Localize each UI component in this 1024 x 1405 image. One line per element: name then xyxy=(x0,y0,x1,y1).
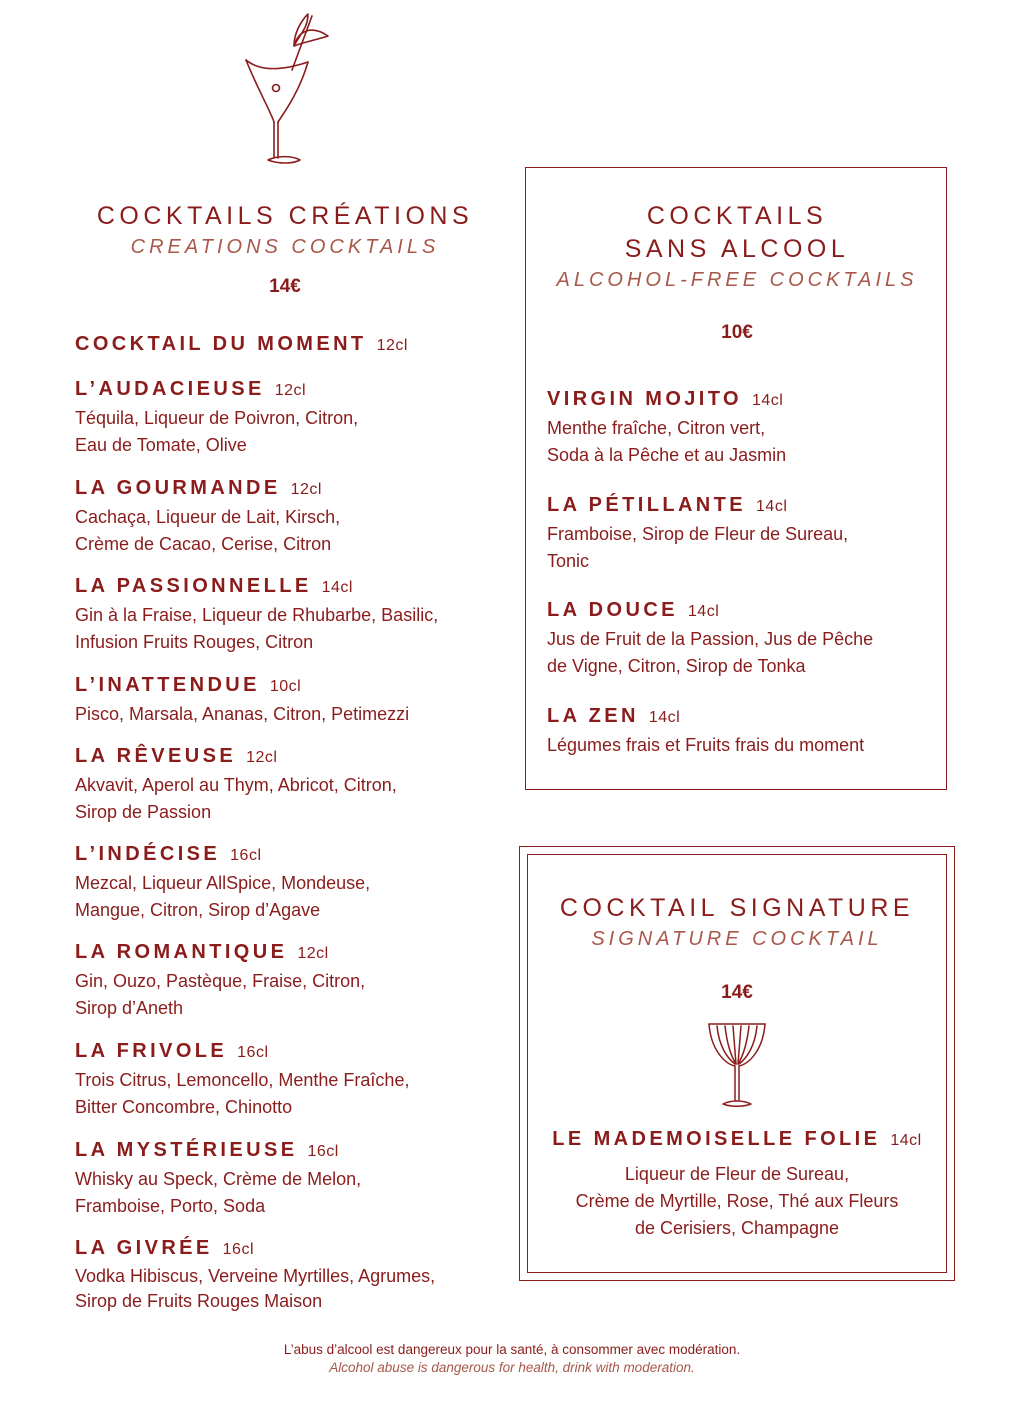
item-volume: 14cl xyxy=(321,579,353,596)
item-description: Vodka Hibiscus, Verveine Myrtilles, Agrumes, Sirop de Fruits Rouges Maison xyxy=(75,1266,436,1311)
coupe-glass-icon xyxy=(705,1020,769,1110)
creations-title: COCKTAILS CRÉATIONS xyxy=(96,202,474,230)
item-description: Pisco, Marsala, Ananas, Citron, Petimezzi xyxy=(75,704,410,724)
item-description: Framboise, Sirop de Fleur de Sureau, Tonic xyxy=(547,524,849,571)
item-volume: 12cl xyxy=(246,749,278,766)
item-name: LA DOUCE xyxy=(547,599,678,621)
item-name: L’AUDACIEUSE xyxy=(75,378,265,400)
signature-price: 14€ xyxy=(721,982,753,1003)
item-description: Légumes frais et Fruits frais du moment xyxy=(547,735,865,755)
item-name: COCKTAIL DU MOMENT xyxy=(75,333,367,355)
item-volume: 12cl xyxy=(297,945,329,962)
item-name: LA RÊVEUSE xyxy=(75,745,237,767)
item-name: LA ROMANTIQUE xyxy=(75,941,288,963)
menu-item xyxy=(75,939,515,1022)
menu-item xyxy=(547,703,937,759)
menu-item xyxy=(547,492,937,575)
menu-item xyxy=(75,331,515,359)
item-description: Akvavit, Aperol au Thym, Abricot, Citron, Sirop de Passion xyxy=(75,775,397,822)
item-name: LA GOURMANDE xyxy=(75,477,281,499)
creations-price: 14€ xyxy=(269,276,301,297)
item-description: Jus de Fruit de la Passion, Jus de Pêche de Vigne, Citron, Sirop de Tonka xyxy=(547,629,874,676)
menu-item xyxy=(75,1137,515,1220)
item-description: Téquila, Liqueur de Poivron, Citron, Eau de Tomate, Olive xyxy=(75,408,359,455)
item-name: LA FRIVOLE xyxy=(75,1040,228,1062)
item-volume: 12cl xyxy=(274,382,307,399)
item-description: Gin à la Fraise, Liqueur de Rhubarbe, Basilic, Infusion Fruits Rouges, Citron xyxy=(75,605,439,652)
menu-item xyxy=(75,672,515,728)
item-name: LA PÉTILLANTE xyxy=(547,494,747,516)
signature-item-name: LE MADEMOISELLE FOLIE 14cl xyxy=(552,1128,922,1150)
menu-item xyxy=(75,376,515,459)
item-volume: 14cl xyxy=(687,603,720,620)
menu-item xyxy=(75,475,515,558)
footer-warning-en: Alcohol abuse is dangerous for health, drink with moderation. xyxy=(329,1360,695,1375)
menu-item xyxy=(75,743,515,826)
item-volume: 14cl xyxy=(751,392,784,409)
menu-item xyxy=(547,386,937,469)
alcohol-free-title: COCKTAILS xyxy=(646,202,828,230)
item-description: Mezcal, Liqueur AllSpice, Mondeuse, Mangue, Citron, Sirop d’Agave xyxy=(75,873,371,920)
item-name: LA ZEN xyxy=(547,705,639,727)
item-name: VIRGIN MOJITO xyxy=(547,388,742,410)
item-name: LA PASSIONNELLE xyxy=(75,575,312,597)
item-volume: 14cl xyxy=(890,1132,922,1149)
item-name: LA GIVRÉE xyxy=(75,1237,213,1259)
menu-item xyxy=(547,597,937,680)
menu-item xyxy=(75,841,515,924)
item-volume: 16cl xyxy=(307,1143,339,1160)
alcohol-free-subtitle: ALCOHOL-FREE COCKTAILS xyxy=(556,269,918,291)
creations-subtitle: CREATIONS COCKTAILS xyxy=(130,236,440,258)
item-description: Menthe fraîche, Citron vert, Soda à la Pêche et au Jasmin xyxy=(547,418,787,465)
item-description: Trois Citrus, Lemoncello, Menthe Fraîche, Bitter Concombre, Chinotto xyxy=(75,1070,410,1117)
item-volume: 12cl xyxy=(290,481,322,498)
menu-item xyxy=(75,573,515,656)
item-volume: 16cl xyxy=(237,1044,269,1061)
item-description: Cachaça, Liqueur de Lait, Kirsch, Crème de Cacao, Cerise, Citron xyxy=(75,507,341,554)
item-volume: 14cl xyxy=(648,709,681,726)
item-description: Gin, Ouzo, Pastèque, Fraise, Citron, Sirop d’Aneth xyxy=(75,971,366,1018)
footer-warning-fr: L’abus d’alcool est dangereux pour la santé, à consommer avec modération. xyxy=(283,1342,741,1357)
item-volume: 12cl xyxy=(376,337,408,354)
item-description: Whisky au Speck, Crème de Melon, Framboise, Porto, Soda xyxy=(75,1169,362,1216)
item-name: LA MYSTÉRIEUSE xyxy=(75,1139,298,1161)
martini-glass-icon xyxy=(238,10,338,170)
item-volume: 16cl xyxy=(222,1241,255,1258)
item-volume: 14cl xyxy=(756,498,788,515)
alcohol-free-price: 10€ xyxy=(721,322,753,343)
item-name: L’INATTENDUE xyxy=(75,674,260,696)
item-volume: 10cl xyxy=(269,678,302,695)
menu-item xyxy=(75,1038,515,1121)
item-volume: 16cl xyxy=(230,847,262,864)
signature-subtitle: SIGNATURE COCKTAIL xyxy=(591,928,883,950)
signature-item-description: Liqueur de Fleur de Sureau, Crème de Myrtille, Rose, Thé aux Fleurs de Cerisiers, Champagne xyxy=(575,1164,899,1238)
alcohol-free-title-line2: SANS ALCOOL xyxy=(624,235,850,263)
item-name: L’INDÉCISE xyxy=(75,843,221,865)
menu-item xyxy=(75,1235,515,1314)
signature-title: COCKTAIL SIGNATURE xyxy=(559,894,915,922)
